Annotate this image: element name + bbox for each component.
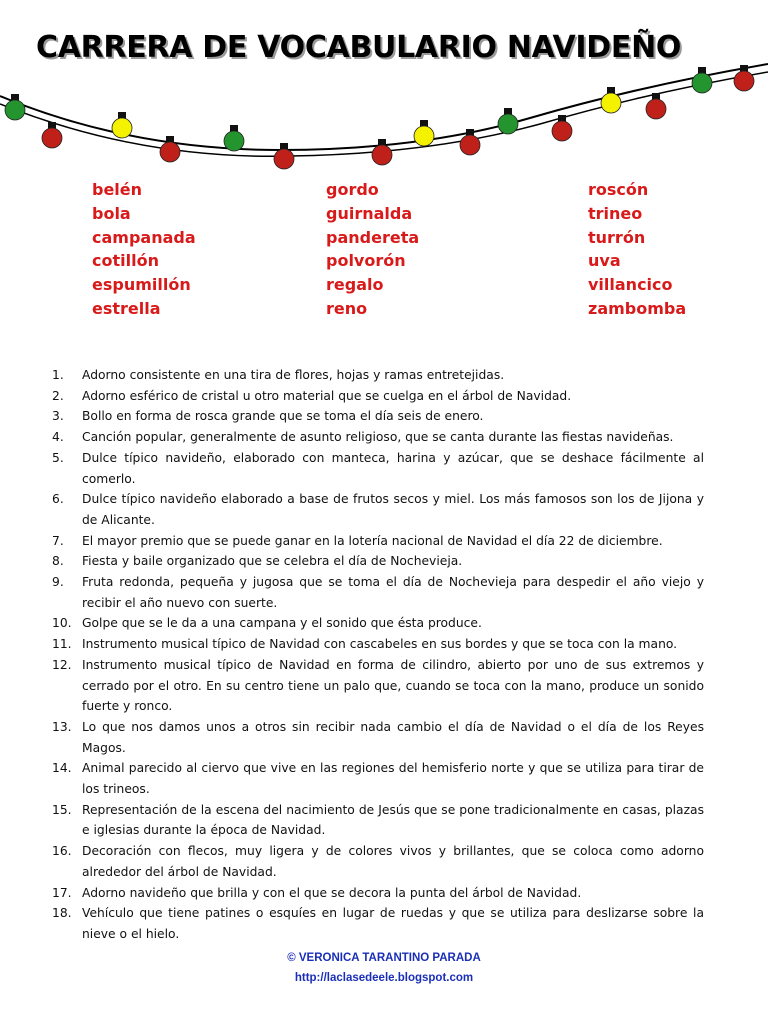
definition-text: Adorno navideño que brilla y con el que se decora la punta del árbol de Navidad. (82, 885, 582, 900)
vocab-word: uva (588, 251, 621, 271)
vocab-word: pandereta (326, 227, 420, 247)
definition-item (52, 655, 704, 717)
vocab-word: belén (92, 180, 143, 199)
definition-number: 14. (52, 761, 72, 776)
definition-number: 8. (52, 554, 64, 569)
vocab-word: estrella (92, 298, 161, 318)
definition-text: Instrumento musical típico de Navidad con cascabeles en sus bordes y que se toca con la mano. (82, 637, 678, 652)
definition-number: 16. (52, 844, 72, 859)
definition-text: Fiesta y baile organizado que se celebra el día de Nochevieja. (82, 554, 463, 569)
definition-number: 18. (52, 906, 72, 921)
vocab-word: regalo (326, 275, 384, 295)
vocab-word: campanada (92, 227, 196, 247)
definition-item (52, 613, 704, 634)
vocab-word: reno (326, 298, 368, 318)
bulb-yellow-icon (601, 93, 621, 113)
vocab-word: villancico (588, 275, 673, 295)
definition-number: 17. (52, 885, 72, 900)
word-column-2 (326, 178, 419, 321)
definition-text: El mayor premio que se puede ganar en la lotería nacional de Navidad el día 22 de diciembre. (82, 533, 663, 548)
definition-number: 1. (52, 368, 64, 382)
bulb-red-icon (552, 121, 572, 141)
definition-text: Dulce típico navideño elaborado a base de frutos secos y miel. Los más famosos son los de Jijona y de Alicante. (82, 492, 704, 527)
definition-number: 2. (52, 388, 64, 403)
vocab-word: zambomba (588, 298, 687, 318)
bulb-green-icon (224, 131, 244, 151)
definition-item (52, 634, 704, 655)
definition-text: Adorno esférico de cristal u otro material que se cuelga en el árbol de Navidad. (82, 388, 572, 403)
definition-item (52, 800, 704, 841)
definition-text: Decoración con flecos, muy ligera y de colores vivos y brillantes, que se coloca como adorno alrededor del árbol de Navidad. (82, 844, 704, 879)
definition-item (52, 448, 704, 489)
vocab-word: polvorón (326, 251, 406, 271)
definition-item (52, 883, 704, 904)
definition-text: Instrumento musical típico de Navidad en forma de cilindro, abierto por uno de sus extremos y cerrado por el otro. En su centro tiene un palo que, cuando se toca con la mano, produce un sonido fuerte y ronco. (82, 657, 704, 714)
vocab-word: bola (92, 203, 131, 223)
definition-item (52, 365, 704, 386)
definition-item (52, 427, 704, 448)
vocab-word: espumillón (92, 275, 191, 295)
bulb-red-icon (372, 145, 392, 165)
definition-text: Dulce típico navideño, elaborado con manteca, harina y azúcar, que se deshace fácilmente al comerlo. (82, 450, 704, 486)
bulb-green-icon (5, 100, 25, 120)
page-title: CARRERA DE VOCABULARIO NAVIDEÑO (36, 30, 682, 65)
christmas-lights-garland (0, 0, 768, 175)
blog-link[interactable]: http://laclasedeele.blogspot.com (294, 972, 474, 984)
vocab-word: roscón (588, 180, 649, 199)
bulb-red-icon (646, 99, 666, 119)
bulb-yellow-icon (414, 126, 434, 146)
definition-item (52, 717, 704, 758)
definition-item (52, 489, 704, 530)
definition-item (52, 903, 704, 944)
vocab-word: cotillón (92, 251, 159, 271)
bulb-yellow-icon (112, 118, 132, 138)
bulb-green-icon (498, 114, 518, 134)
bulb-red-icon (734, 71, 754, 91)
definition-item (52, 406, 704, 427)
bulb-red-icon (274, 149, 294, 169)
definition-text: Golpe que se le da a una campana y el sonido que ésta produce. (82, 616, 482, 631)
definition-number: 3. (52, 409, 64, 424)
definition-number: 5. (52, 450, 64, 465)
vocab-word: guirnalda (326, 203, 413, 223)
vocab-word: trineo (588, 203, 643, 223)
definition-number: 15. (52, 802, 72, 817)
definition-number: 13. (52, 719, 72, 734)
definition-text: Lo que nos damos unos a otros sin recibir nada cambio el día de Navidad o el día de los Reyes Magos. (82, 719, 704, 755)
definition-item (52, 758, 704, 799)
definition-text: Bollo en forma de rosca grande que se toma el día seis de enero. (82, 409, 484, 424)
definition-number: 11. (52, 637, 72, 652)
definition-text: Animal parecido al ciervo que vive en las regiones del hemisferio norte y que se utiliza para tirar de los trineos. (82, 761, 704, 797)
definition-item (52, 841, 704, 882)
definition-text: Representación de la escena del nacimiento de Jesús que se pone tradicionalmente en casas, plazas e iglesias durante la época de Navidad. (82, 802, 704, 838)
word-column-3 (588, 178, 686, 321)
bulb-green-icon (692, 73, 712, 93)
definition-text: Vehículo que tiene patines o esquíes en lugar de ruedas y que se utiliza para deslizarse sobre la nieve o el hielo. (82, 906, 704, 941)
vocab-word: gordo (326, 180, 379, 199)
definition-text: Canción popular, generalmente de asunto religioso, que se canta durante las fiestas navideñas. (82, 430, 674, 445)
definition-text: Fruta redonda, pequeña y jugosa que se toma el día de Nochevieja para despedir el año viejo y recibir el año nuevo con suerte. (82, 575, 704, 610)
definition-number: 12. (52, 657, 72, 672)
copyright-notice: © VERONICA TARANTINO PARADA (287, 952, 481, 964)
definition-number: 10. (52, 616, 72, 631)
definition-number: 6. (52, 492, 64, 507)
vocab-word: turrón (588, 227, 646, 247)
definition-number: 9. (52, 575, 64, 590)
bulb-red-icon (42, 128, 62, 148)
definition-number: 7. (52, 533, 64, 548)
definition-item (52, 551, 704, 572)
definition-item (52, 531, 704, 552)
definition-number: 4. (52, 430, 64, 445)
definition-item (52, 572, 704, 613)
definition-text: Adorno consistente en una tira de flores, hojas y ramas entretejidas. (82, 368, 505, 382)
bulb-red-icon (160, 142, 180, 162)
bulb-red-icon (460, 135, 480, 155)
definition-item (52, 386, 704, 407)
definitions-list (52, 365, 704, 945)
word-column-1 (92, 178, 196, 321)
